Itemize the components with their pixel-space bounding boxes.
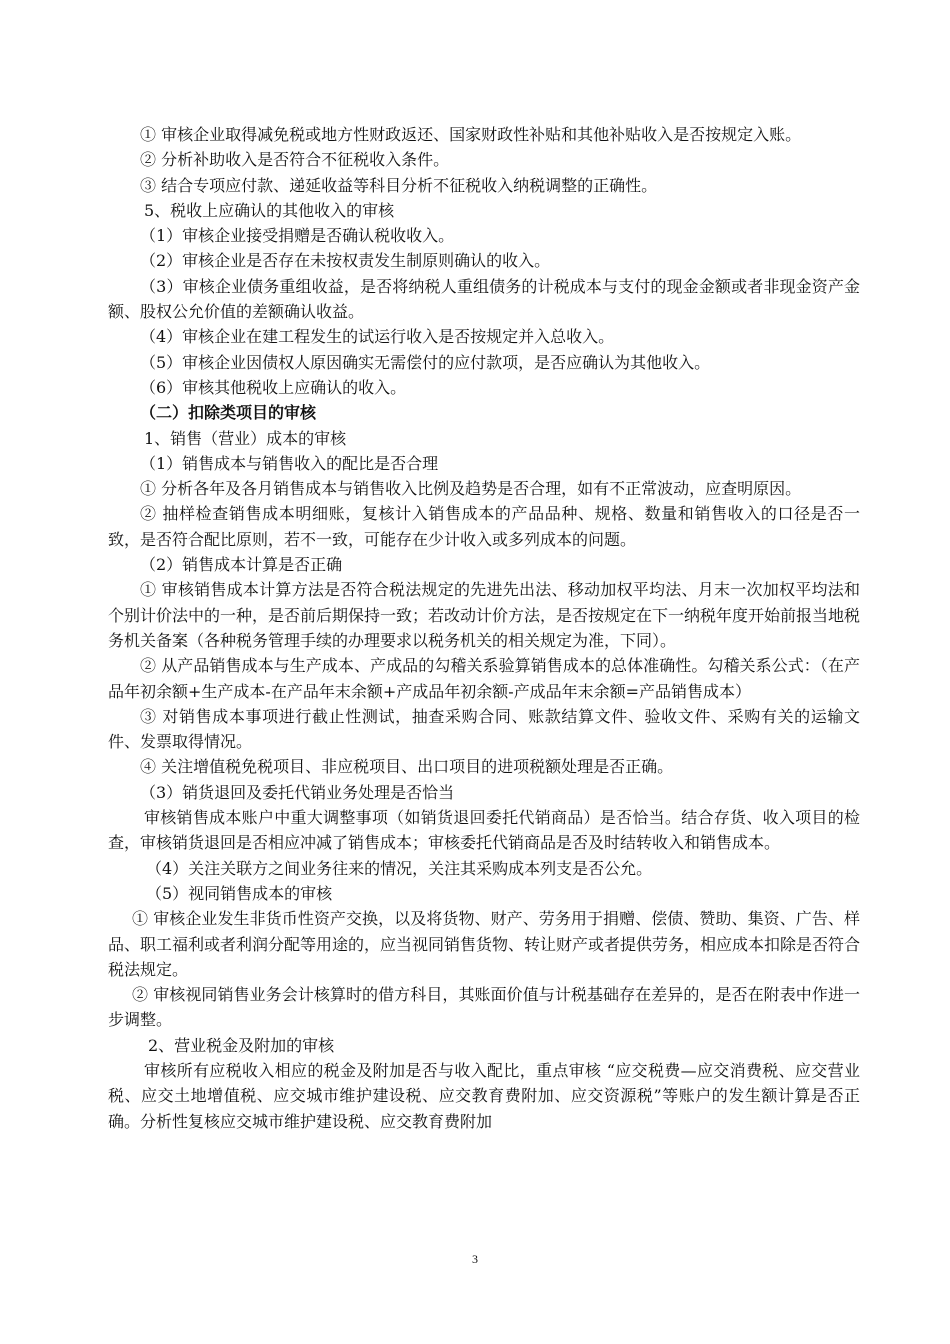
paragraph: 1、销售（营业）成本的审核 bbox=[144, 428, 347, 448]
section-heading: （二）扣除类项目的审核 bbox=[140, 403, 317, 423]
paragraph: （3）审核企业债务重组收益，是否将纳税人重组债务的计税成本与支付的现金金额或者非现金资产金额、股权公允价值的差额确认收益。 bbox=[108, 276, 860, 322]
paragraph: ② 从产品销售成本与生产成本、产成品的勾稽关系验算销售成本的总体准确性。勾稽关系公式：（在产品年初余额+生产成本-在产品年末余额+产成品年初余额-产成品年末余额=产品销售成本） bbox=[108, 656, 860, 701]
paragraph: （2）销售成本计算是否正确 bbox=[140, 555, 343, 575]
paragraph: （5）视同销售成本的审核 bbox=[146, 883, 333, 903]
paragraph: （4）关注关联方之间业务往来的情况，关注其采购成本列支是否公允。 bbox=[146, 858, 653, 878]
paragraph: （1）销售成本与销售收入的配比是否合理 bbox=[140, 453, 439, 473]
paragraph: ② 分析补助收入是否符合不征税收入条件。 bbox=[140, 150, 450, 170]
paragraph: （4）审核企业在建工程发生的试运行收入是否按规定并入总收入。 bbox=[140, 327, 615, 347]
paragraph: 5、税收上应确认的其他收入的审核 bbox=[144, 200, 395, 220]
paragraph: 2、营业税金及附加的审核 bbox=[148, 1035, 335, 1055]
paragraph: （3）销货退回及委托代销业务处理是否恰当 bbox=[140, 782, 455, 802]
paragraph: ③ 结合专项应付款、递延收益等科目分析不征税收入纳税调整的正确性。 bbox=[140, 175, 658, 195]
paragraph: （6）审核其他税收上应确认的收入。 bbox=[140, 377, 407, 397]
paragraph: 审核销售成本账户中重大调整事项（如销货退回委托代销商品）是否恰当。结合存货、收入项目的检查，审核销货退回是否相应冲减了销售成本；审核委托代销商品是否及时结转收入和销售成本。 bbox=[108, 808, 860, 853]
paragraph: 审核所有应税收入相应的税金及附加是否与收入配比，重点审核 “应交税费—应交消费税、应交营业税、应交土地增值税、应交城市维护建设税、应交教育费附加、应交资源税”等账户的发生额计算是否正确。分析性复核应交城市维护建设税、应交教育费附加 bbox=[108, 1060, 860, 1131]
paragraph: ① 审核企业发生非货币性资产交换，以及将货物、财产、劳务用于捐赠、偿债、赞助、集资、广告、样品、职工福利或者利润分配等用途的，应当视同销售货物、转让财产或者提供劳务，相应成本扣除是否符合税法规定。 bbox=[108, 909, 861, 979]
paragraph: ① 审核企业取得减免税或地方性财政返还、国家财政性补贴和其他补贴收入是否按规定入账。 bbox=[140, 125, 802, 144]
paragraph: ① 分析各年及各月销售成本与销售收入比例及趋势是否合理，如有不正常波动，应查明原因。 bbox=[140, 479, 802, 499]
paragraph: （1）审核企业接受捐赠是否确认税收收入。 bbox=[140, 226, 455, 246]
paragraph: （2）审核企业是否存在未按权责发生制原则确认的收入。 bbox=[140, 251, 551, 271]
page-number: 3 bbox=[472, 1252, 478, 1266]
paragraph: ① 审核销售成本计算方法是否符合税法规定的先进先出法、移动加权平均法、月末一次加权平均法和个别计价法中的一种，是否前后期保持一致；若改动计价方法，是否按规定在下一纳税年度开始前报当地税务机关备案（各种税务管理手续的办理要求以税务机关的相关规定为准，下同）。 bbox=[108, 580, 861, 650]
paragraph: ② 审核视同销售业务会计核算时的借方科目，其账面价值与计税基础存在差异的，是否在附表中作进一步调整。 bbox=[108, 985, 860, 1030]
paragraph: ④ 关注增值税免税项目、非应税项目、出口项目的进项税额处理是否正确。 bbox=[140, 757, 674, 777]
paragraph: ③ 对销售成本事项进行截止性测试，抽查采购合同、账款结算文件、验收文件、采购有关的运输文件、发票取得情况。 bbox=[108, 706, 860, 752]
paragraph: （5）审核企业因债权人原因确实无需偿付的应付款项，是否应确认为其他收入。 bbox=[140, 352, 711, 372]
paragraph: ② 抽样检查销售成本明细账，复核计入销售成本的产品品种、规格、数量和销售收入的口径是否一致，是否符合配比原则，若不一致，可能存在少计收入或多列成本的问题。 bbox=[108, 504, 860, 549]
document-body bbox=[108, 122, 860, 1134]
